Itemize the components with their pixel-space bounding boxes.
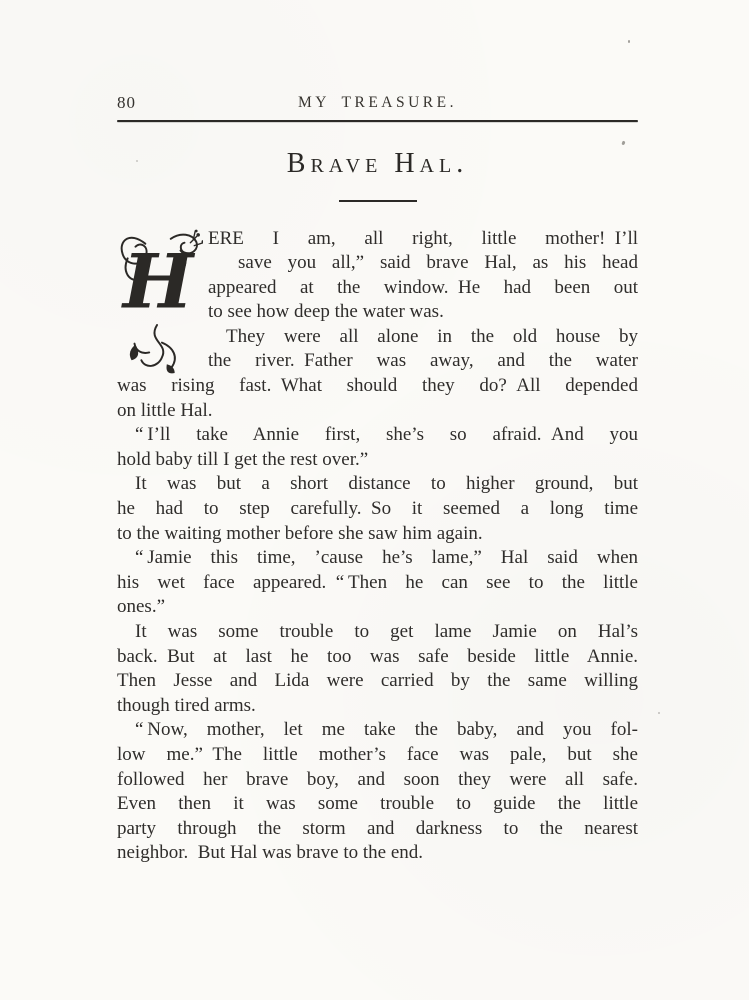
ornate-initial-icon <box>115 229 203 374</box>
text-line: he had to step carefully. So it seemed a long time <box>117 498 638 520</box>
title-rule <box>339 200 417 202</box>
text-line: It was but a short distance to higher ground, but <box>135 473 638 495</box>
text-line: Then Jesse and Lida were carried by the same willing <box>117 670 638 692</box>
text-line: hold baby till I get the rest over.” <box>117 448 369 470</box>
text-line: neighbor. But Hal was brave to the end. <box>117 842 424 864</box>
text-line: to the waiting mother before she saw him again. <box>117 522 483 544</box>
paragraph <box>117 620 638 718</box>
text-line: the river. Father was away, and the water <box>208 350 638 372</box>
page-number: 80 <box>117 93 136 112</box>
paragraph <box>117 472 638 546</box>
text-line: low me.” The little mother’s face was pale, but she <box>117 743 638 765</box>
text-line: Even then it was some trouble to guide the little <box>117 793 638 815</box>
text-line: ERE I am, all right, little mother! I’ll <box>208 227 638 249</box>
drop-cap-letter: H <box>122 236 194 325</box>
text-line: save you all,” said brave Hal, as his head <box>238 252 638 274</box>
page-header <box>117 92 638 112</box>
drop-cap-ornament <box>115 229 203 374</box>
text-line: appeared at the window. He had been out <box>208 276 638 298</box>
text-line: on little Hal. <box>117 399 213 421</box>
text-line: party through the storm and darkness to the nearest <box>117 817 638 839</box>
text-line: was rising fast. What should they do? All depended <box>117 375 638 397</box>
text-line: “ Jamie this time, ’cause he’s lame,” Hal said when <box>135 547 638 569</box>
text-line: back. But at last he too was safe beside little Annie. <box>117 645 638 667</box>
paragraph <box>117 546 638 620</box>
story-body <box>117 227 638 866</box>
text-line: ones.” <box>117 596 166 618</box>
text-line: though tired arms. <box>117 694 256 716</box>
page-content <box>117 92 638 866</box>
text-line: followed her brave boy, and soon they were all safe. <box>117 768 638 790</box>
paragraph <box>117 423 638 472</box>
header-rule <box>117 120 638 122</box>
text-line: to see how deep the water was. <box>208 301 444 323</box>
text-line: It was some trouble to get lame Jamie on Hal’s <box>135 621 638 642</box>
running-title: MY TREASURE. <box>298 94 457 111</box>
story-title: Brave Hal. <box>286 148 469 179</box>
scan-speck <box>628 40 630 43</box>
scan-speck <box>658 712 660 714</box>
text-line: They were all alone in the old house by <box>226 325 638 347</box>
text-line: “ Now, mother, let me take the baby, and you fol- <box>135 719 638 741</box>
text-line: “ I’ll take Annie first, she’s so afraid. And you <box>135 424 638 446</box>
text-line: his wet face appeared. “ Then he can see to the little <box>117 571 638 593</box>
paragraph <box>117 718 638 866</box>
